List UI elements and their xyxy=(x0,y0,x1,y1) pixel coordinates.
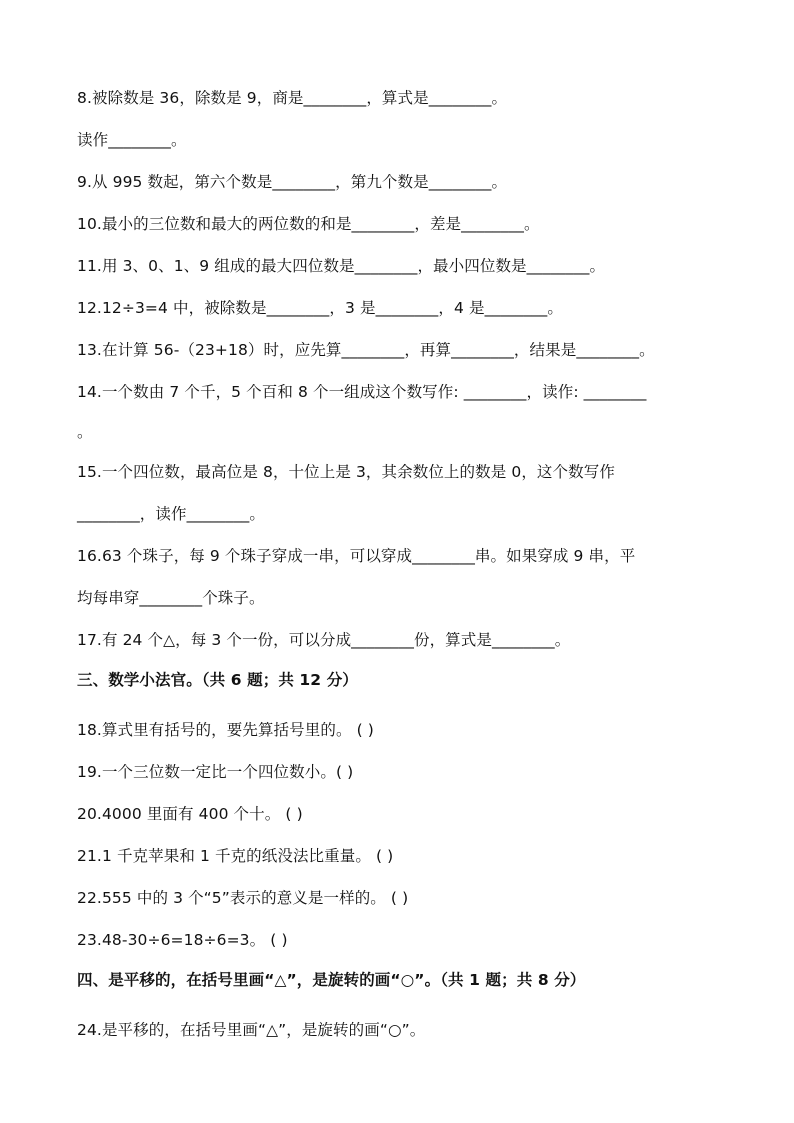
question-15: 15.一个四位数，最高位是 8，十位上是 3，其余数位上的数是 0，这个数写作 xyxy=(77,463,615,481)
question-15-continued: ________，读作________。 xyxy=(77,505,266,523)
question-8: 8.被除数是 36，除数是 9，商是________，算式是________。 xyxy=(77,89,508,107)
question-21: 21.1 千克苹果和 1 千克的纸没法比重量。 ( ) xyxy=(77,847,394,865)
question-14-continued: 。 xyxy=(77,423,93,441)
question-23: 23.48-30÷6=18÷6=3。 ( ) xyxy=(77,931,288,949)
question-14: 14.一个数由 7 个千，5 个百和 8 个一组成这个数写作: ________，读作: ________ xyxy=(77,383,647,401)
question-17: 17.有 24 个△，每 3 个一份，可以分成________份，算式是________。 xyxy=(77,631,571,649)
question-9: 9.从 995 数起，第六个数是________，第九个数是________。 xyxy=(77,173,508,191)
question-16: 16.63 个珠子，每 9 个珠子穿成一串，可以穿成________串。如果穿成 9 串，平 xyxy=(77,547,636,565)
question-12: 12.12÷3=4 中，被除数是________，3 是________，4 是________。 xyxy=(77,299,563,317)
question-13: 13.在计算 56-（23+18）时，应先算________，再算________，结果是________。 xyxy=(77,341,655,359)
question-11: 11.用 3、0、1、9 组成的最大四位数是________，最小四位数是________。 xyxy=(77,257,606,275)
question-22: 22.555 中的 3 个“5”表示的意义是一样的。 ( ) xyxy=(77,889,409,907)
question-20: 20.4000 里面有 400 个十。 ( ) xyxy=(77,805,303,823)
question-24: 24.是平移的，在括号里画“△”，是旋转的画“○”。 xyxy=(77,1021,426,1039)
question-16-continued: 均每串穿________个珠子。 xyxy=(77,589,265,607)
section-3-heading: 三、数学小法官。（共 6 题；共 12 分） xyxy=(77,671,358,689)
question-8-continued: 读作________。 xyxy=(77,131,187,149)
section-4-heading: 四、是平移的，在括号里画“△”，是旋转的画“○”。（共 1 题；共 8 分） xyxy=(77,971,586,989)
question-10: 10.最小的三位数和最大的两位数的和是________，差是________。 xyxy=(77,215,540,233)
question-18: 18.算式里有括号的，要先算括号里的。 ( ) xyxy=(77,721,374,739)
question-19: 19.一个三位数一定比一个四位数小。( ) xyxy=(77,763,354,781)
